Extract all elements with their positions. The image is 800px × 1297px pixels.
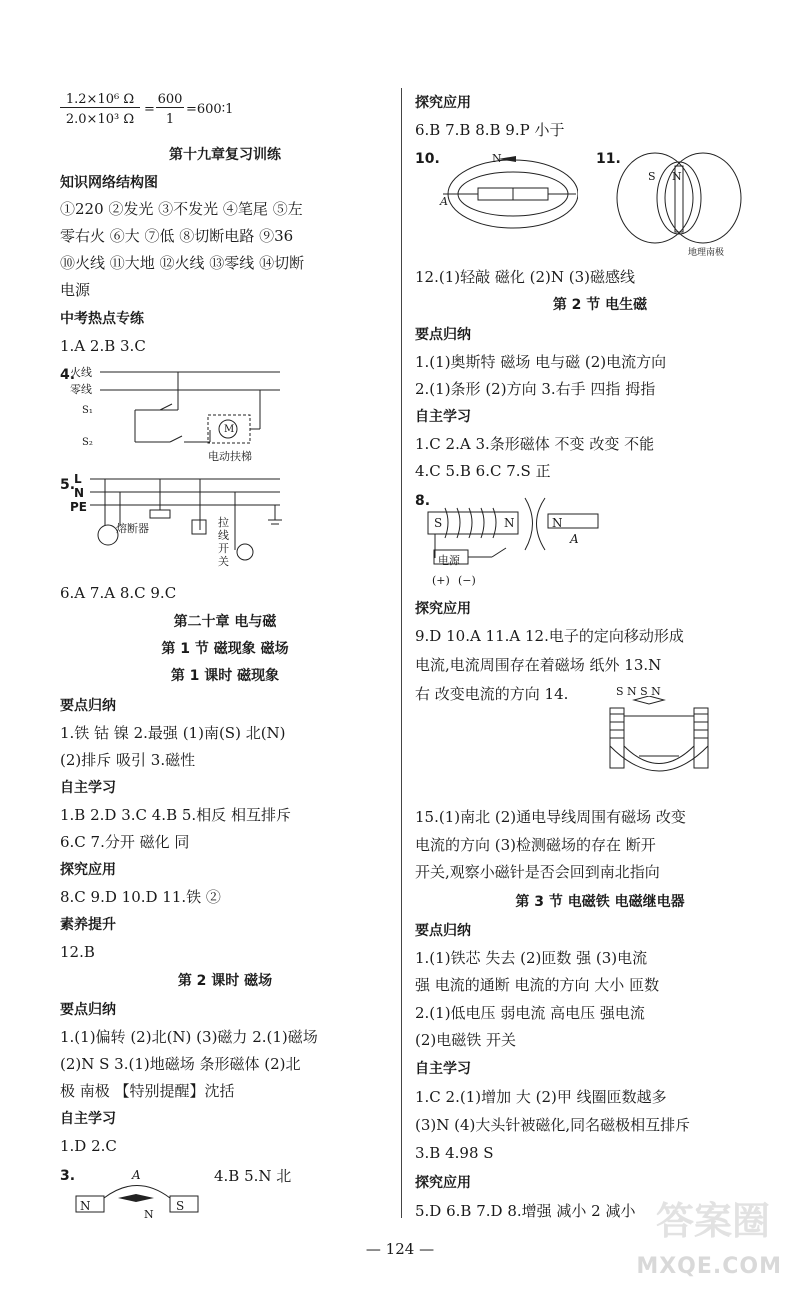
- right-answer-12: 12.(1)轻敲 磁化 (2)N (3)磁感线: [415, 268, 636, 286]
- fig14-labels: S N S N: [616, 685, 661, 698]
- ratio-result: =600∶1: [186, 102, 234, 117]
- fuse-label: 熔断器: [116, 522, 149, 535]
- quality-heading: 素养提升: [60, 917, 116, 933]
- knowledge-line-3: ⑩火线 ⑪大地 ⑫火线 ⑬零线 ⑭切断: [60, 254, 305, 272]
- knowledge-line-4: 电源: [60, 281, 91, 299]
- q5-number: 5.: [60, 477, 76, 493]
- right-explore3-line-1: 5.D 6.B 7.D 8.增强 减小 2 减小: [415, 1202, 636, 1220]
- fig11-number: 11.: [596, 151, 621, 167]
- knowledge-line-2: 零右火 ⑥大 ⑦低 ⑧切断电路 ⑨36: [60, 227, 294, 245]
- points2-line-3: 极 南极 【特别提醒】沈括: [60, 1082, 235, 1100]
- points-line-1: 1.铁 钴 镍 2.最强 (1)南(S) 北(N): [60, 724, 286, 742]
- escalator-circuit-diagram: [60, 360, 290, 470]
- knowledge-heading: 知识网络结构图: [60, 175, 158, 191]
- fig10-number: 10.: [415, 151, 440, 167]
- fig11-S: S: [648, 170, 656, 183]
- self-study2-line-1: 1.D 2.C: [60, 1137, 117, 1155]
- ratio-top: 1.2×10⁶ Ω: [60, 92, 140, 108]
- lesson1-title: 第 1 课时 磁现象: [170, 668, 280, 684]
- right-explore2-line-5: 电流的方向 (3)检测磁场的存在 断开: [415, 836, 656, 854]
- page-number: — 124 —: [365, 1240, 435, 1258]
- section1-title: 第 1 节 磁现象 磁场: [161, 641, 289, 657]
- fig11-caption: 地理南极: [688, 248, 725, 258]
- right-explore2-line-1: 9.D 10.A 11.A 12.电子的定向移动形成: [415, 627, 684, 645]
- right-points-line-1: 1.(1)奥斯特 磁场 电与磁 (2)电流方向: [415, 353, 667, 371]
- right-self-heading-1: 自主学习: [415, 409, 471, 425]
- fig10-N: N: [492, 152, 502, 165]
- points-heading-1: 要点归纳: [60, 698, 116, 714]
- label-N: N: [74, 486, 85, 500]
- right-self2-line-3: 3.B 4.98 S: [415, 1144, 494, 1162]
- fig10-A: A: [440, 195, 448, 208]
- section3-title: 第 3 节 电磁铁 电磁继电器: [515, 894, 685, 910]
- fig8-minus: (−): [458, 574, 476, 587]
- right-explore2-line-6: 开关,观察小磁针是否会回到南北指向: [415, 863, 660, 881]
- fig8-N2: N: [552, 516, 563, 530]
- magnet-left-N: N: [80, 1199, 91, 1213]
- right-explore2-line-4: 15.(1)南北 (2)通电导线周围有磁场 改变: [415, 808, 686, 826]
- right-points2-line-2: 强 电流的通断 电流的方向 大小 匝数: [415, 976, 660, 994]
- zero-wire-label: 零线: [70, 383, 92, 396]
- fig11-earth-field-diagram: [615, 148, 745, 248]
- fig8-S: S: [434, 516, 443, 530]
- fig8-N: N: [504, 516, 515, 530]
- right-points2-line-3: 2.(1)低电压 弱电流 高电压 强电流: [415, 1004, 645, 1022]
- label-L: L: [74, 472, 82, 486]
- right-explore-heading-3: 探究应用: [415, 1175, 471, 1191]
- ratio-bottom: 2.0×10³ Ω: [65, 112, 135, 127]
- right-explore-heading: 探究应用: [415, 95, 471, 111]
- points2-line-2: (2)N S 3.(1)地磁场 条形磁体 (2)北: [60, 1055, 301, 1073]
- points2-line-1: 1.(1)偏转 (2)北(N) (3)磁力 2.(1)磁场: [60, 1028, 318, 1046]
- right-points2-line-4: (2)电磁铁 开关: [415, 1031, 517, 1049]
- self-study-heading-1: 自主学习: [60, 780, 116, 796]
- q4-number: 4.: [60, 367, 76, 383]
- self-study-line-2: 6.C 7.分开 磁化 同: [60, 833, 190, 851]
- right-points-heading-1: 要点归纳: [415, 327, 471, 343]
- self-study-line-1: 1.B 2.D 3.C 4.B 5.相反 相互排斥: [60, 806, 291, 824]
- switch-s1-label: S₁: [82, 405, 93, 416]
- fig8-number: 8.: [415, 493, 431, 509]
- watermark-logo: 答案圈: [655, 1199, 770, 1243]
- section2-title: 第 2 节 电生磁: [552, 297, 648, 313]
- knowledge-line-1: ①220 ②发光 ③不发光 ④笔尾 ⑤左: [60, 200, 303, 218]
- fig8-power: 电源: [438, 554, 460, 567]
- label-PE: PE: [70, 500, 87, 514]
- right-self-heading-2: 自主学习: [415, 1061, 471, 1077]
- watermark-url: MXQE.COM: [636, 1254, 782, 1279]
- points-heading-2: 要点归纳: [60, 1002, 116, 1018]
- hot-heading: 中考热点专练: [60, 311, 144, 327]
- column-divider: [401, 88, 402, 1218]
- explore-line-1: 8.C 9.D 10.D 11.铁 ②: [60, 888, 221, 906]
- right-self-line-2: 4.C 5.B 6.C 7.S 正: [415, 462, 551, 480]
- fig8-solenoid-diagram: [420, 488, 620, 588]
- hot-answers-2: 6.A 7.A 8.C 9.C: [60, 584, 177, 602]
- lesson2-title: 第 2 课时 磁场: [177, 973, 273, 989]
- chapter20-title: 第二十章 电与磁: [173, 614, 277, 630]
- right-explore-heading-2: 探究应用: [415, 601, 471, 617]
- right-points-line-2: 2.(1)条形 (2)方向 3.右手 四指 拇指: [415, 380, 656, 398]
- escalator-label: 电动扶梯: [208, 450, 252, 463]
- fig8-A: A: [570, 532, 579, 546]
- q3-number: 3.: [60, 1168, 76, 1184]
- right-self2-line-2: (3)N (4)大头针被磁化,同名磁极相互排斥: [415, 1116, 691, 1134]
- ratio-mid-top: 600: [157, 92, 183, 107]
- fig11-N: N: [672, 170, 682, 183]
- ratio-mid-bottom: 1: [165, 112, 175, 127]
- points-line-2: (2)排斥 吸引 3.磁性: [60, 751, 196, 769]
- right-points2-line-1: 1.(1)铁芯 失去 (2)匝数 强 (3)电流: [415, 949, 648, 967]
- self-study-heading-2: 自主学习: [60, 1111, 116, 1127]
- fig8-plus: (+): [432, 574, 450, 587]
- right-points-heading-2: 要点归纳: [415, 923, 471, 939]
- right-self-line-1: 1.C 2.A 3.条形磁体 不变 改变 不能: [415, 435, 655, 453]
- fig14-electromagnet-diagram: [604, 696, 714, 786]
- right-explore2-line-2: 电流,电流周围存在着磁场 纸外 13.N: [415, 656, 662, 674]
- explore-heading-1: 探究应用: [60, 862, 116, 878]
- point-A-label: A: [132, 1168, 141, 1182]
- right-explore-line-1: 6.B 7.B 8.B 9.P 小于: [415, 121, 565, 139]
- needle-N-label: N: [144, 1208, 154, 1221]
- magnet-right-S: S: [176, 1199, 185, 1213]
- fig10-field-lines-diagram: [438, 150, 578, 240]
- switch-s2-label: S₂: [82, 437, 93, 448]
- fire-wire-label: 火线: [70, 366, 92, 379]
- review-title: 第十九章复习训练: [169, 147, 281, 163]
- household-circuit-diagram: [60, 470, 290, 580]
- quality-answer: 12.B: [60, 943, 95, 961]
- right-self2-line-1: 1.C 2.(1)增加 大 (2)甲 线圈匝数越多: [415, 1088, 667, 1106]
- motor-label: M: [224, 424, 235, 435]
- right-explore2-line-3: 右 改变电流的方向 14.: [415, 685, 569, 703]
- self-study2-line-2: 4.B 5.N 北: [214, 1167, 292, 1185]
- pull-switch-label: 拉线开关: [218, 516, 229, 568]
- hot-answers-1: 1.A 2.B 3.C: [60, 337, 146, 355]
